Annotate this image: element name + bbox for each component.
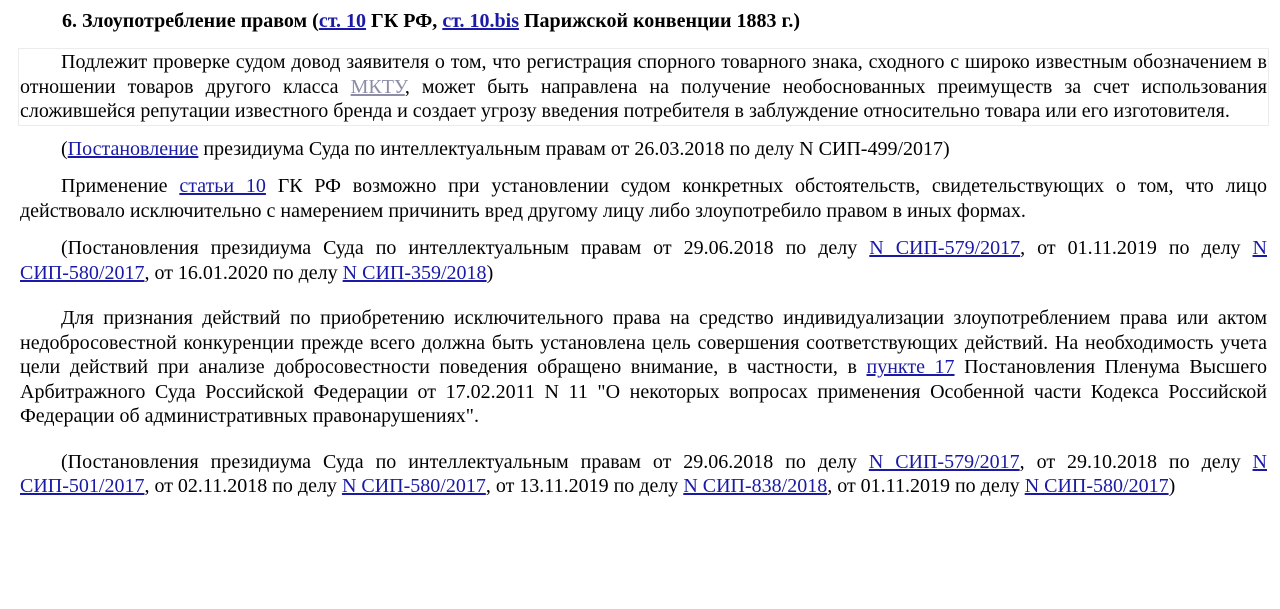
link-case-sip-580-2017[interactable]: N СИП-580/2017: [1024, 475, 1169, 497]
link-case-sip-580-2017[interactable]: N СИП-580/2017: [20, 237, 1267, 284]
link-case-sip-359-2018[interactable]: N СИП-359/2018: [342, 261, 487, 284]
text: Подлежит проверке судом довод заявителя о том, что регистрация спорного товарного знака, сходного с широко известным обозначением в отношении товаров другого класса: [20, 51, 1267, 98]
text: , может быть направлена на получение необоснованных преимуществ за счет использования сложившейся репутации известного бренда и создает угрозу введения потребителя в заблуждение относительно товара или его изготовителя.: [20, 75, 1267, 122]
text: , от 16.01.2020 по делу: [144, 261, 343, 284]
paragraph-citation-2: [20, 236, 1267, 285]
link-case-sip-580-2017[interactable]: N СИП-580/2017: [341, 475, 486, 497]
text: президиума Суда по интеллектуальным правам от 26.03.2018 по делу N СИП-499/2017): [198, 137, 950, 160]
paragraph-citation-3: [20, 450, 1267, 499]
text: ГК РФ возможно при установлении судом конкретных обстоятельств, свидетельствующих о том, что лицо действовало исключительно с намерением причинить вред другому лицу либо злоупотребило правом в иных формах.: [20, 175, 1267, 222]
text: ): [486, 261, 494, 284]
heading-mid: ГК РФ,: [366, 10, 443, 32]
text: , от 29.10.2018 по делу: [1019, 450, 1253, 473]
text: , от 01.11.2019 по делу: [1020, 237, 1253, 259]
text: , от 01.11.2019 по делу: [827, 475, 1025, 497]
link-case-sip-838-2018[interactable]: N СИП-838/2018: [683, 475, 828, 497]
paragraph-mktu-argument: [20, 50, 1267, 124]
paragraph-article10-application: [20, 174, 1267, 223]
heading-link-art10bis[interactable]: ст. 10.bis: [442, 10, 519, 32]
text: (Постановления президиума Суда по интеллектуальным правам от 29.06.2018 по делу: [61, 450, 869, 473]
text: , от 13.11.2019 по делу: [485, 475, 684, 497]
text: (: [61, 137, 68, 160]
text: Для признания действий по приобретению исключительного права на средство индивидуализации злоупотреблением права или актом недобросовестной конкуренции прежде всего должна быть установлена цель совершения соответствующих действий. На необходимость учета цели действий при анализе добросовестности поведения обращено внимание, в частности, в: [20, 307, 1267, 378]
text: Постановления Пленума Высшего Арбитражного Суда Российской Федерации от 17.02.2011 N 11 "О некоторых вопросах применения Особенной части Кодекса Российской Федерации об административных правонарушениях".: [20, 356, 1267, 427]
document-body: [20, 8, 1267, 512]
link-point-17[interactable]: пункте 17: [866, 356, 955, 378]
link-case-sip-579-2017[interactable]: N СИП-579/2017: [869, 237, 1021, 259]
heading-prefix: 6. Злоупотребление правом (: [62, 10, 319, 32]
paragraph-purpose-of-actions: [20, 306, 1267, 429]
section-heading: [20, 8, 1267, 34]
link-case-sip-579-2017[interactable]: N СИП-579/2017: [868, 450, 1020, 473]
heading-suffix: Парижской конвенции 1883 г.): [518, 10, 801, 32]
text: , от 02.11.2018 по делу: [144, 475, 342, 497]
heading-link-art10[interactable]: ст. 10: [318, 10, 367, 32]
link-case-sip-501-2017[interactable]: N СИП-501/2017: [20, 450, 1267, 497]
text: (Постановления президиума Суда по интеллектуальным правам от 29.06.2018 по делу: [61, 237, 870, 259]
link-article-10[interactable]: статьи 10: [179, 175, 266, 197]
text: ): [1168, 475, 1176, 497]
text: Применение: [61, 175, 180, 197]
link-mktu[interactable]: МКТУ: [350, 75, 405, 98]
paragraph-citation-1: [20, 137, 1267, 162]
link-postanovlenie[interactable]: Постановление: [67, 137, 199, 160]
